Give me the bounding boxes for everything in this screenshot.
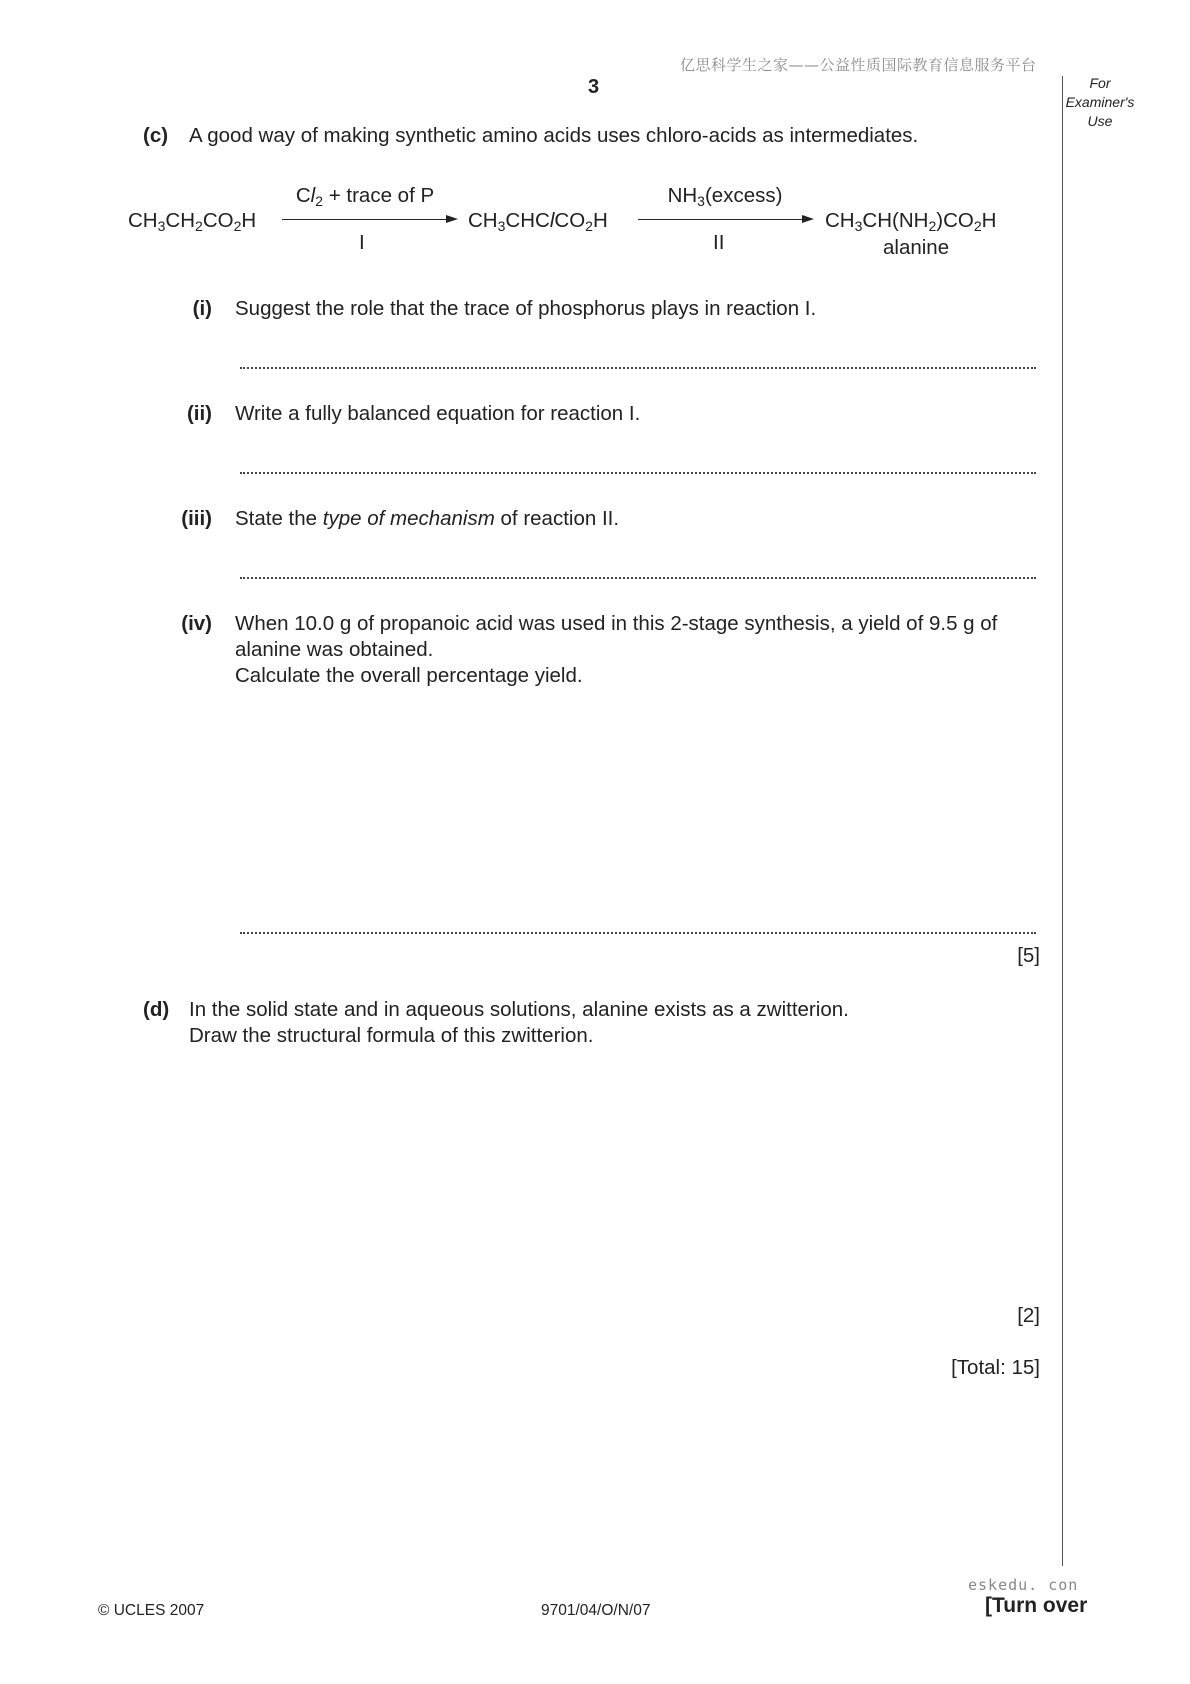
part-c-intro: A good way of making synthetic amino acids uses chloro-acids as intermediates. <box>189 124 919 147</box>
part-d-line-1: In the solid state and in aqueous solutions, alanine exists as a zwitterion. <box>189 998 849 1021</box>
arrow-1-head <box>446 215 458 223</box>
page-number: 3 <box>588 76 600 98</box>
intermediate-formula: $CH_3CHClCO_2H$ <box>468 209 608 234</box>
question-iv-line-2: alanine was obtained. <box>235 638 434 661</box>
examiner-line-2: Examiner's <box>1065 94 1135 110</box>
examiner-line-3: Use <box>1087 113 1113 129</box>
answer-line-i[interactable] <box>240 367 1036 369</box>
answer-line-ii[interactable] <box>240 472 1036 474</box>
reagent-2: $NH_3(excess)$ <box>667 184 783 209</box>
arrow-1 <box>282 219 446 220</box>
answer-line-iii[interactable] <box>240 577 1036 579</box>
copyright: © UCLES 2007 <box>98 1602 205 1619</box>
part-c-label: (c) <box>143 124 169 147</box>
total-marks: [Total: 15] <box>951 1356 1040 1379</box>
part-d-label: (d) <box>143 998 170 1021</box>
product-formula: $CH_3CH(NH_2)CO_2H$ <box>825 209 997 234</box>
site-watermark: eskedu. con <box>968 1576 1079 1594</box>
question-ii-label: (ii) <box>186 402 212 425</box>
question-iv-line-3: Calculate the overall percentage yield. <box>235 664 583 687</box>
part-d-marks: [2] <box>1017 1304 1040 1327</box>
question-iv-line-1: When 10.0 g of propanoic acid was used in this 2-stage synthesis, a yield of 9.5 g of <box>235 612 998 635</box>
watermark-text: 亿思科学生之家——公益性质国际教育信息服务平台 <box>680 56 1037 74</box>
arrow-2 <box>638 219 802 220</box>
examiner-line-1: For <box>1089 75 1111 91</box>
turn-over: [Turn over <box>985 1594 1088 1617</box>
question-iv-label: (iv) <box>181 612 212 635</box>
step-1-label: I <box>359 231 365 254</box>
part-d-line-2: Draw the structural formula of this zwitterion. <box>189 1024 594 1047</box>
question-i-label: (i) <box>192 297 212 320</box>
question-i-text: Suggest the role that the trace of phosphorus plays in reaction I. <box>235 297 817 320</box>
question-ii-text: Write a fully balanced equation for reaction I. <box>235 402 641 425</box>
reactant-formula: $CH_3CH_2CO_2H$ <box>128 209 257 234</box>
answer-line-iv[interactable] <box>240 932 1036 934</box>
paper-code: 9701/04/O/N/07 <box>541 1602 651 1619</box>
part-c-marks: [5] <box>1017 944 1040 967</box>
arrow-2-head <box>802 215 814 223</box>
product-name: alanine <box>883 236 950 259</box>
question-iii-text: State the type of mechanism of reaction II. <box>235 507 620 530</box>
question-iii-label: (iii) <box>181 507 212 530</box>
step-2-label: II <box>713 231 725 254</box>
reagent-1: $Cl_2$ + trace of P <box>295 184 435 209</box>
examiner-use-label <box>1055 74 1145 131</box>
examiner-margin-line <box>1062 76 1063 1566</box>
